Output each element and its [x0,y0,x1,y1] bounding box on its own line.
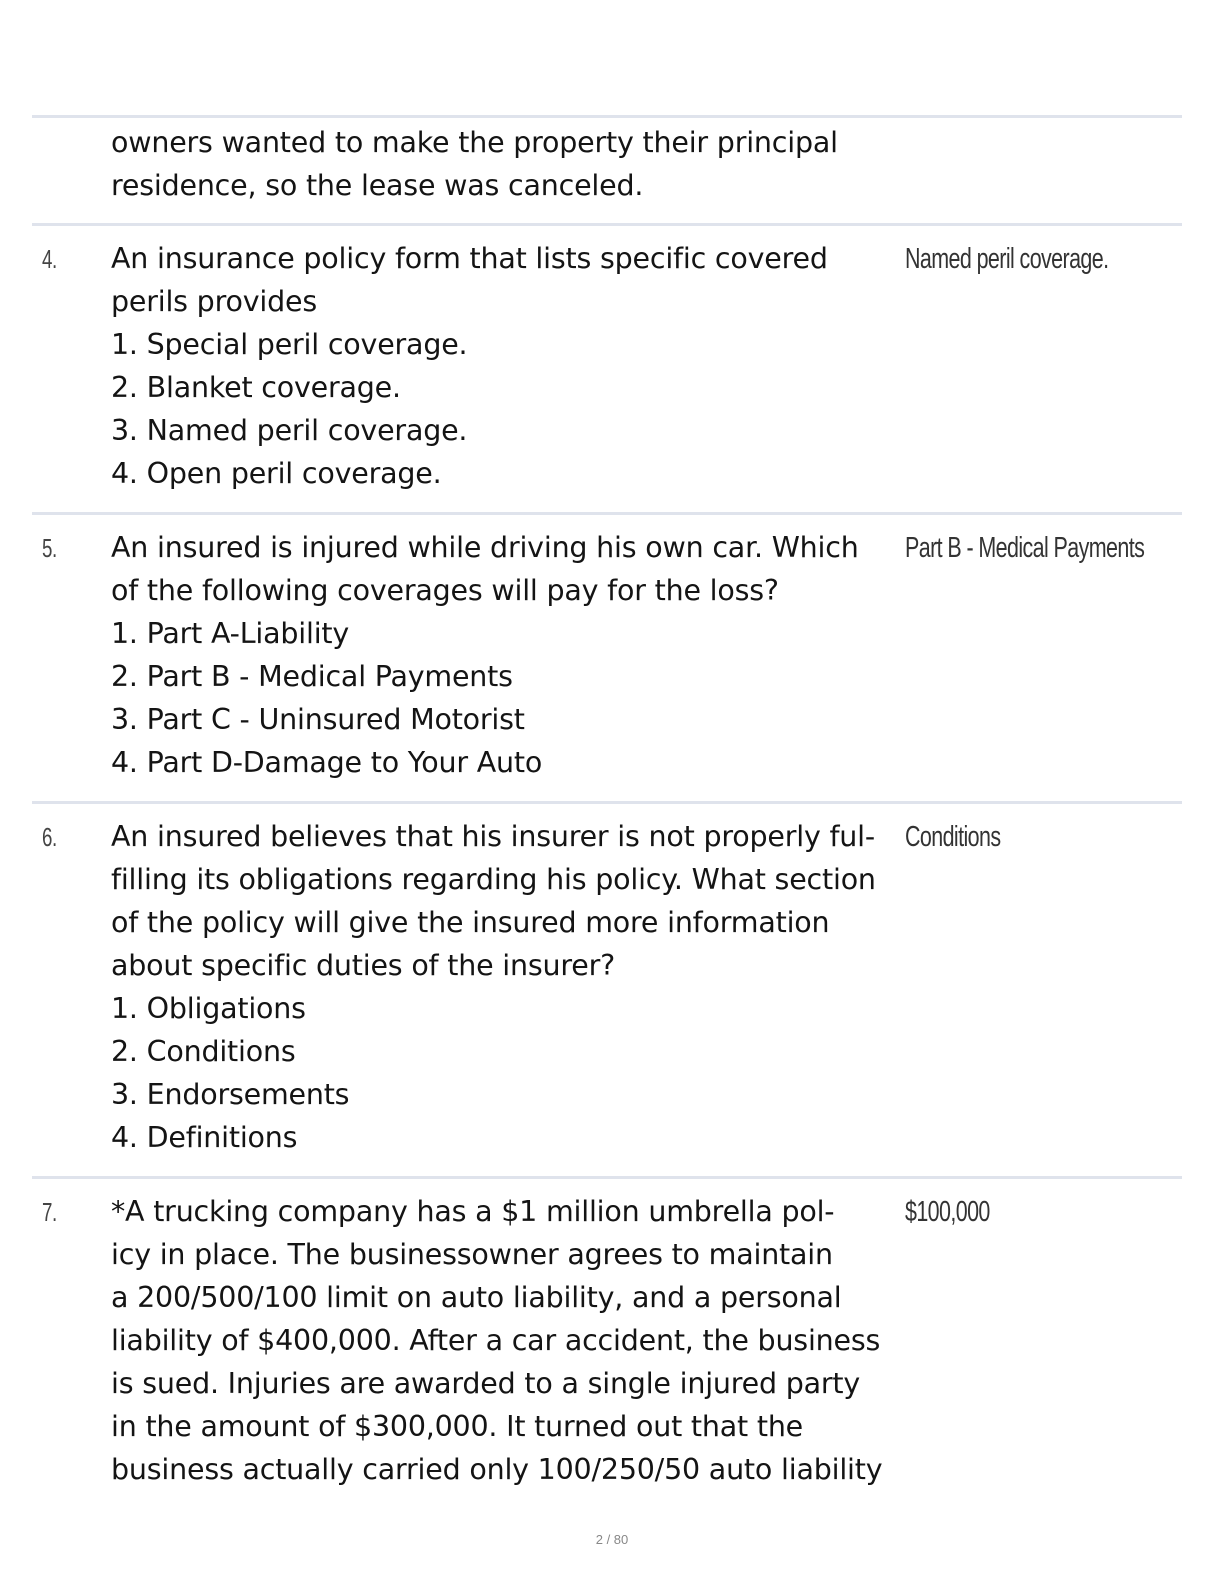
question-text [111,1190,901,1491]
question-number: 7. [42,1197,57,1227]
question-line: a 200/500/100 limit on auto liability, and a personal [111,1281,842,1314]
answer-option: 1. Part A-Liability [111,617,350,650]
answer-option: 2. Blanket coverage. [111,371,401,404]
answer-option: 1. Obligations [111,992,306,1025]
question-line: icy in place. The businessowner agrees to maintain [111,1238,833,1271]
question-line: filling its obligations regarding his policy. What section [111,863,876,896]
answer-option: 2. Part B - Medical Payments [111,660,513,693]
question-fragment-text [111,121,901,207]
answer-option: 1. Special peril coverage. [111,328,468,361]
question-line: An insurance policy form that lists specific covered [111,242,828,275]
answer-option: 4. Definitions [111,1121,298,1154]
answer-option: 3. Part C - Uninsured Motorist [111,703,525,736]
question-line: of the following coverages will pay for the loss? [111,574,779,607]
answer-option: 3. Named peril coverage. [111,414,468,447]
question-line: is sued. Injuries are awarded to a single injured party [111,1367,861,1400]
answer-option: 4. Open peril coverage. [111,457,442,490]
answer-text: $100,000 [905,1196,990,1228]
question-text [111,237,901,495]
question-number: 6. [42,822,57,852]
divider [32,801,1182,804]
answer-option: 3. Endorsements [111,1078,350,1111]
question-line: residence, so the lease was canceled. [111,169,644,202]
question-number: 5. [42,533,57,563]
question-line: perils provides [111,285,317,318]
question-line: business actually carried only 100/250/50 auto liability [111,1453,883,1486]
question-line: owners wanted to make the property their principal [111,126,838,159]
answer-option: 2. Conditions [111,1035,296,1068]
answer-text: Part B - Medical Payments [905,532,1145,564]
question-number: 4. [42,244,57,274]
page-number: 2 / 80 [595,1532,629,1547]
divider [32,1176,1182,1179]
divider [32,512,1182,515]
question-line: An insured is injured while driving his own car. Which [111,531,859,564]
answer-text: Named peril coverage. [905,243,1109,275]
question-text [111,526,901,784]
question-text [111,815,901,1159]
divider [32,223,1182,226]
question-line: An insured believes that his insurer is not properly ful- [111,820,875,853]
question-line: about specific duties of the insurer? [111,949,616,982]
question-line: *A trucking company has a $1 million umbrella pol- [111,1195,835,1228]
question-line: in the amount of $300,000. It turned out that the [111,1410,804,1443]
answer-option: 4. Part D-Damage to Your Auto [111,746,543,779]
question-line: liability of $400,000. After a car accident, the business [111,1324,881,1357]
divider [32,115,1182,118]
question-line: of the policy will give the insured more information [111,906,830,939]
answer-text: Conditions [905,821,1001,853]
